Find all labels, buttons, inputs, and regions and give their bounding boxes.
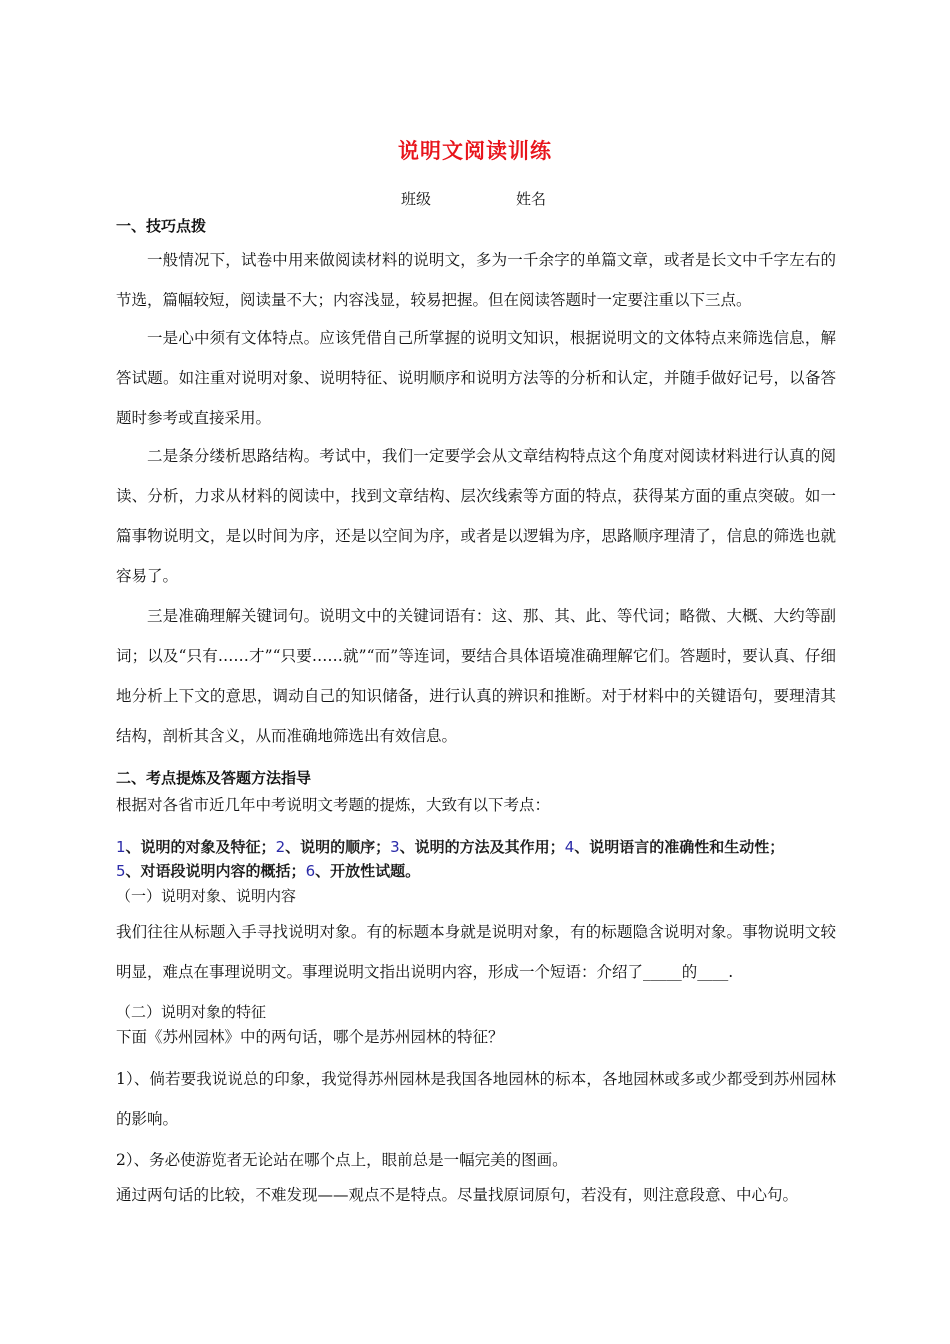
point-number: 1	[116, 838, 126, 856]
section-1-paragraph-4: 三是准确理解关键词句。说明文中的关键词语有：这、那、其、此、等代词；略微、大概、大约等副词；以及“只有……才”“只要……就”“而”等连词，要结合具体语境准确理解它们。答题时，要认真、仔细地分析上下文的意思，调动自己的知识储备，进行认真的辨识和推断。对于材料中的关键语句，要理清其结构，剖析其含义，从而准确地筛选出有效信息。	[116, 607, 836, 745]
subsection-1-heading: （一）说明对象、说明内容	[116, 887, 297, 905]
subsection-2-heading: （二）说明对象的特征	[116, 1003, 267, 1021]
subsection-1-body: 我们往往从标题入手寻找说明对象。有的标题本身就是说明对象，有的标题隐含说明对象。事物说明文较明显，难点在事理说明文。事理说明文指出说明内容，形成一个短语：介绍了_____的____.	[116, 923, 836, 981]
page-title: 说明文阅读训练	[398, 139, 552, 163]
point-number: 6	[305, 862, 316, 880]
point-text: 、说明的顺序；	[285, 838, 391, 856]
key-points-line-2	[116, 860, 420, 881]
point-text: 、说明的方法及其作用；	[399, 838, 565, 856]
point-number: 5	[116, 862, 126, 880]
key-points-line-1	[116, 836, 784, 857]
point-number: 4	[564, 838, 575, 856]
section-1-paragraph-1: 一般情况下，试卷中用来做阅读材料的说明文，多为一千余字的单篇文章，或者是长文中千字左右的节选，篇幅较短，阅读量不大；内容浅显，较易把握。但在阅读答题时一定要注重以下三点。	[116, 251, 836, 309]
point-text: 、说明语言的准确性和生动性；	[574, 838, 785, 856]
example-sentence-1: 1）、倘若要我说说总的印象，我觉得苏州园林是我国各地园林的标本，各地园林或多或少都受到苏州园林的影响。	[116, 1070, 836, 1128]
subsection-2-conclusion: 通过两句话的比较，不难发现——观点不是特点。尽量找原词原句，若没有，则注意段意、中心句。	[116, 1186, 799, 1204]
point-number: 2	[275, 838, 286, 856]
name-label: 姓名	[516, 190, 547, 208]
section-1-paragraph-3: 二是条分缕析思路结构。考试中，我们一定要学会从文章结构特点这个角度对阅读材料进行认真的阅读、分析，力求从材料的阅读中，找到文章结构、层次线索等方面的特点，获得某方面的重点突破。如一篇事物说明文，是以时间为序，还是以空间为序，或者是以逻辑为序，思路顺序理清了，信息的筛选也就容易了。	[116, 447, 836, 585]
section-1-paragraph-2: 一是心中须有文体特点。应该凭借自己所掌握的说明文知识，根据说明文的文体特点来筛选信息，解答试题。如注重对说明对象、说明特征、说明顺序和说明方法等的分析和认定，并随手做好记号，以备答题时参考或直接采用。	[116, 329, 836, 427]
point-text: 、开放性试题。	[315, 862, 421, 880]
example-sentence-2: 2）、务必使游览者无论站在哪个点上，眼前总是一幅完美的图画。	[116, 1151, 568, 1169]
point-number: 3	[390, 838, 400, 856]
subsection-2-question: 下面《苏州园林》中的两句话，哪个是苏州园林的特征？	[116, 1028, 504, 1046]
section-2-heading: 二、考点提炼及答题方法指导	[116, 769, 312, 787]
section-1-heading: 一、技巧点拨	[116, 217, 207, 235]
section-2-intro: 根据对各省市近几年中考说明文考题的提炼，大致有以下考点：	[116, 796, 551, 814]
point-text: 、说明的对象及特征；	[125, 838, 276, 856]
point-text: 、对语段说明内容的概括；	[125, 862, 306, 880]
class-label: 班级	[401, 190, 432, 208]
